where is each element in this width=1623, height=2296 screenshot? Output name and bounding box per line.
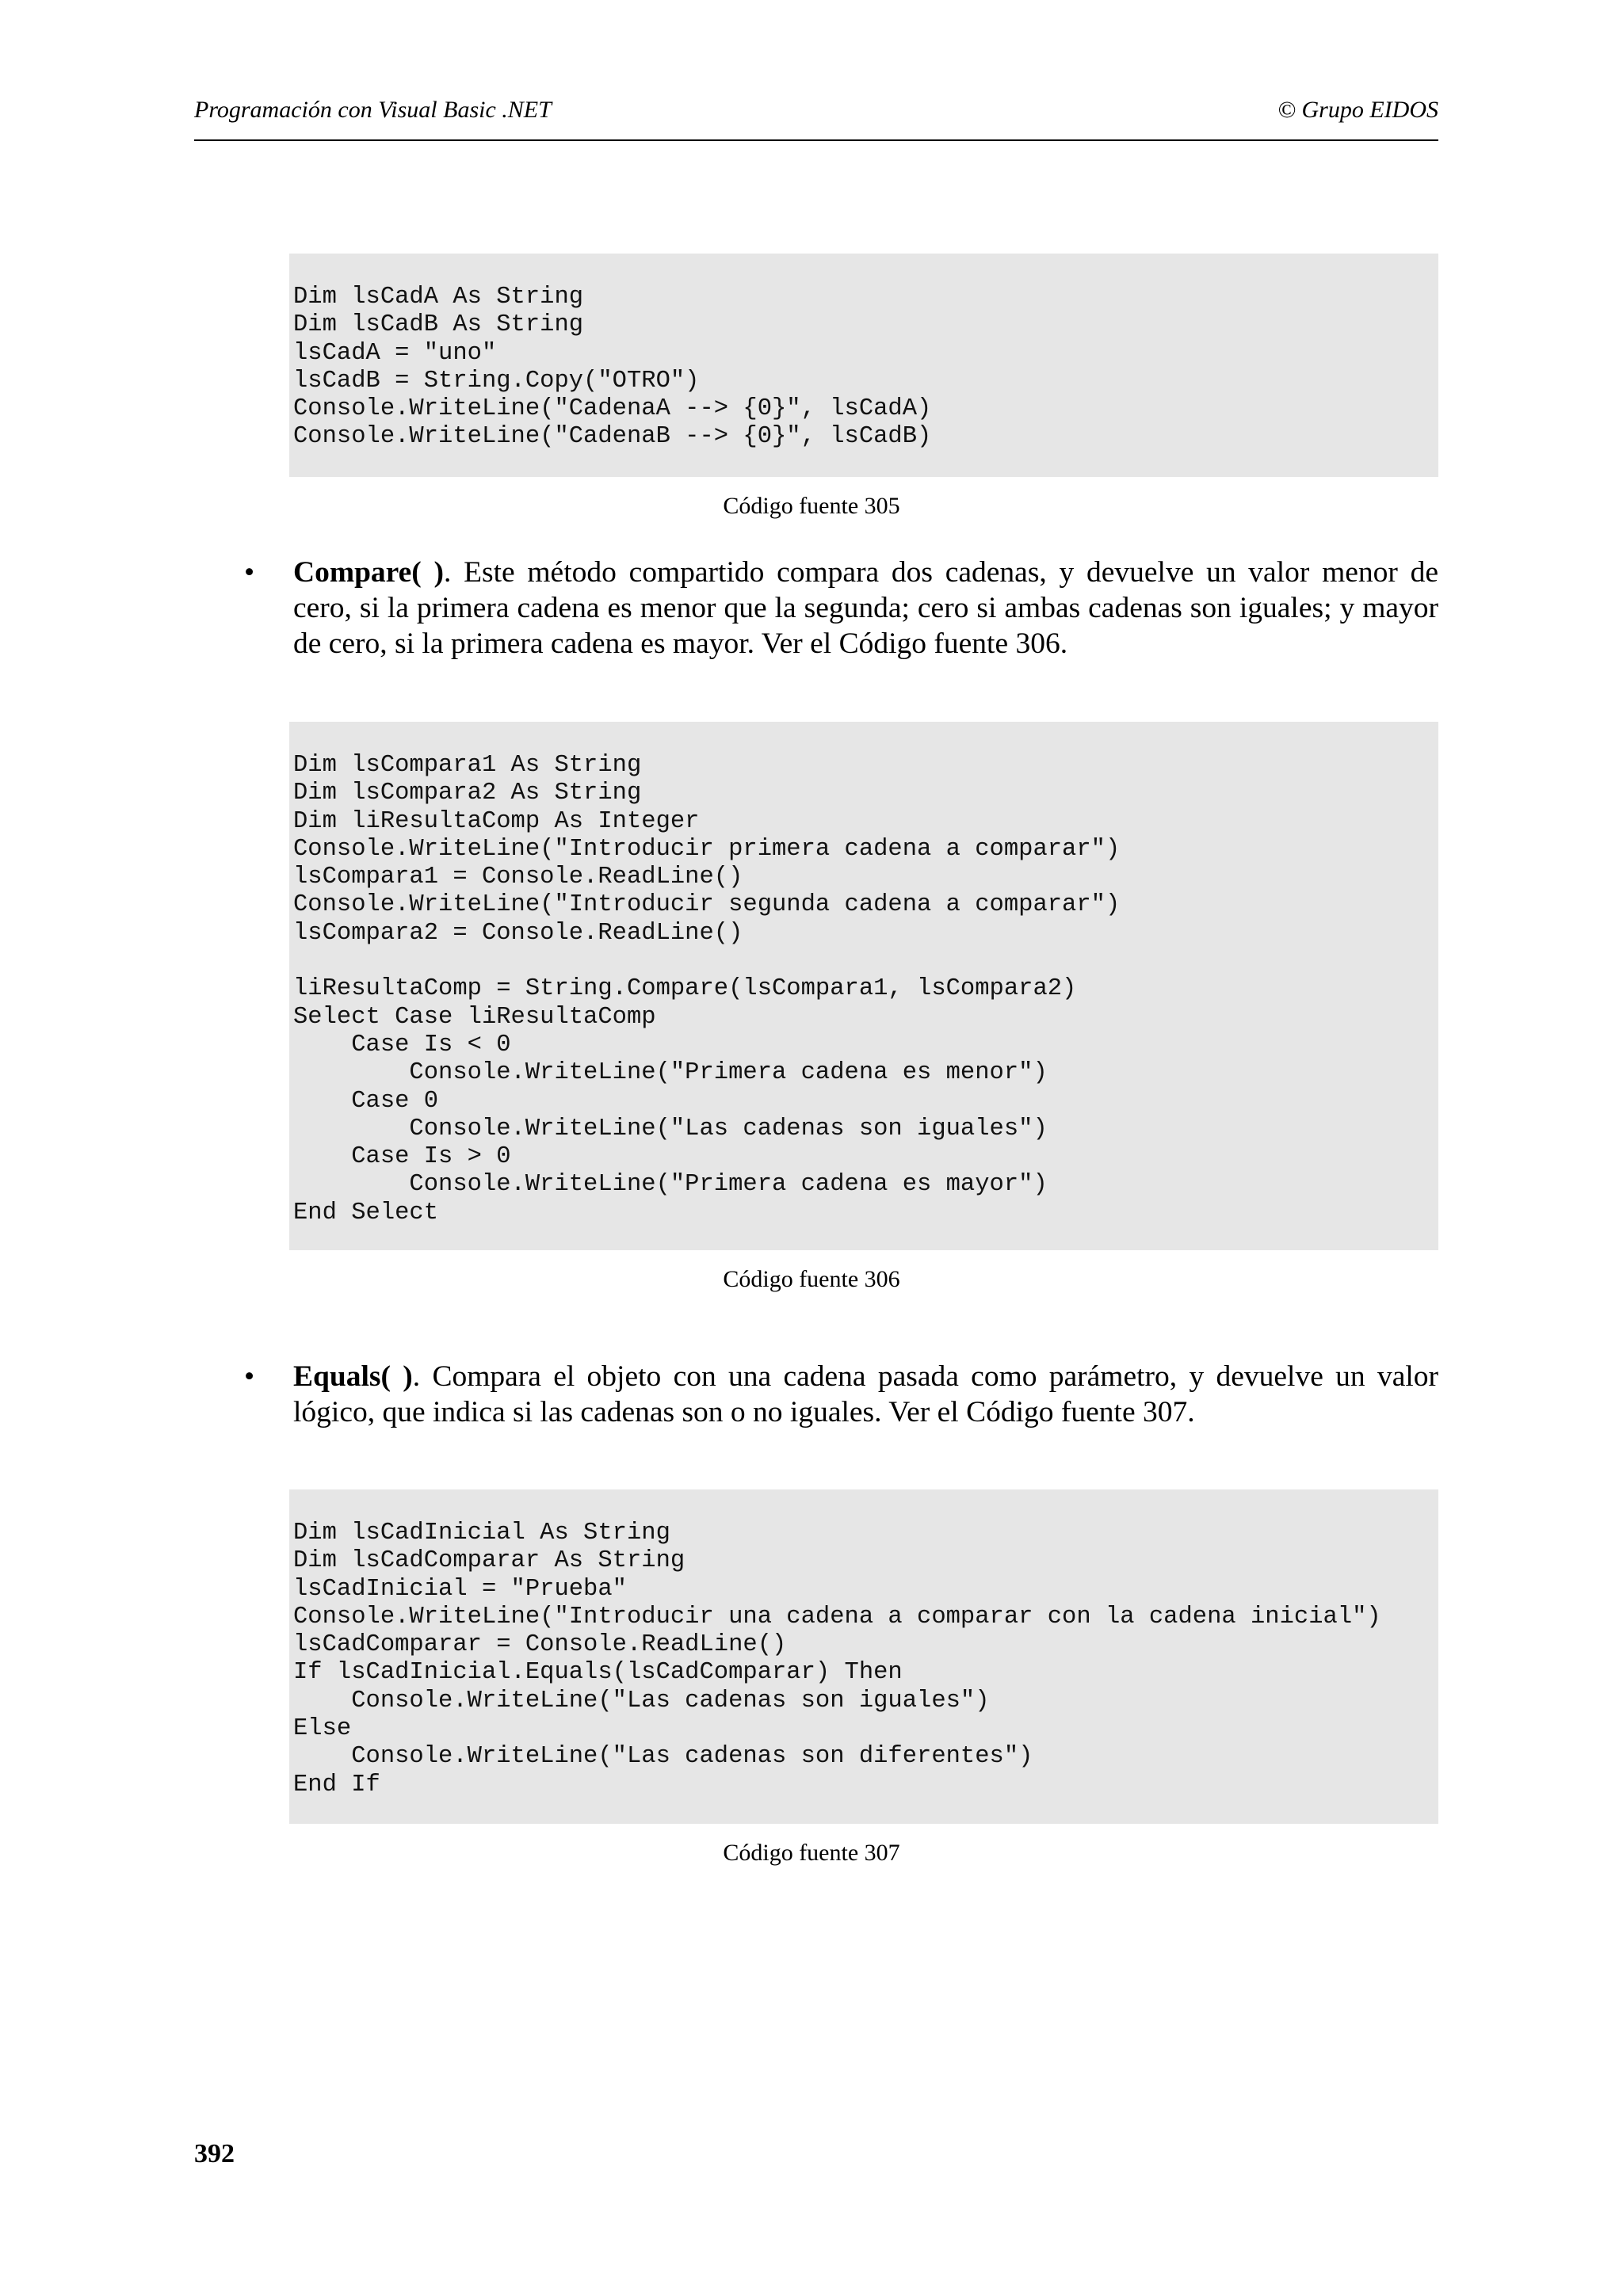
book-title: Programación con Visual Basic .NET: [194, 97, 552, 123]
code-listing-307: Dim lsCadInicial As String Dim lsCadComparar As String lsCadInicial = "Prueba" Console.WriteLine("Introducir una cadena a comparar con la cadena inicial") lsCadComparar = Console.ReadLine() If lsCadInicial.Equals(lsCadComparar) Then Console.WriteLine("Las cadenas son iguales") Else Console.WriteLine("Las cadenas son diferentes") End If: [289, 1489, 1438, 1824]
compare-method-description: [244, 555, 1439, 662]
publisher-credit: © Grupo EIDOS: [1277, 97, 1438, 123]
compare-method-name: Compare( ): [293, 556, 444, 589]
equals-method-description: [244, 1359, 1438, 1430]
bullet-icon: •: [244, 556, 255, 589]
compare-method-text: . Este método compartido compara dos cadenas, y devuelve un valor menor de cero, si la primera cadena es menor que la segunda; cero si ambas cadenas son iguales; y mayor de cero, si la primera cadena es mayor. Ver el Código fuente 306.: [293, 556, 1439, 660]
code-caption-305: Código fuente 305: [723, 493, 900, 519]
code-listing-306: Dim lsCompara1 As String Dim lsCompara2 As String Dim liResultaComp As Integer Console.WriteLine("Introducir primera cadena a comparar") lsCompara1 = Console.ReadLine() Console.WriteLine("Introducir segunda cadena a comparar") lsCompara2 = Console.ReadLine() liResultaComp = String.Compare(lsCompara1, lsCompara2) Select Case liResultaComp Case Is < 0 Console.WriteLine("Primera cadena es menor") Case 0 Console.WriteLine("Las cadenas son iguales") Case Is > 0 Console.WriteLine("Primera cadena es mayor") End Select: [289, 722, 1438, 1250]
code-listing-305: Dim lsCadA As String Dim lsCadB As String lsCadA = "uno" lsCadB = String.Copy("OTRO") Console.WriteLine("CadenaA --> {0}", lsCadA) Console.WriteLine("CadenaB --> {0}", lsCadB): [289, 254, 1438, 477]
page-number: 392: [194, 2139, 235, 2168]
equals-method-text: . Compara el objeto con una cadena pasada como parámetro, y devuelve un valor lógico, que indica si las cadenas son o no iguales. Ver el Código fuente 307.: [293, 1360, 1438, 1428]
bullet-icon: •: [244, 1360, 255, 1393]
equals-method-name: Equals( ): [293, 1360, 413, 1393]
page-header: [194, 93, 1438, 141]
code-caption-307: Código fuente 307: [723, 1840, 900, 1866]
code-caption-306: Código fuente 306: [723, 1266, 900, 1292]
